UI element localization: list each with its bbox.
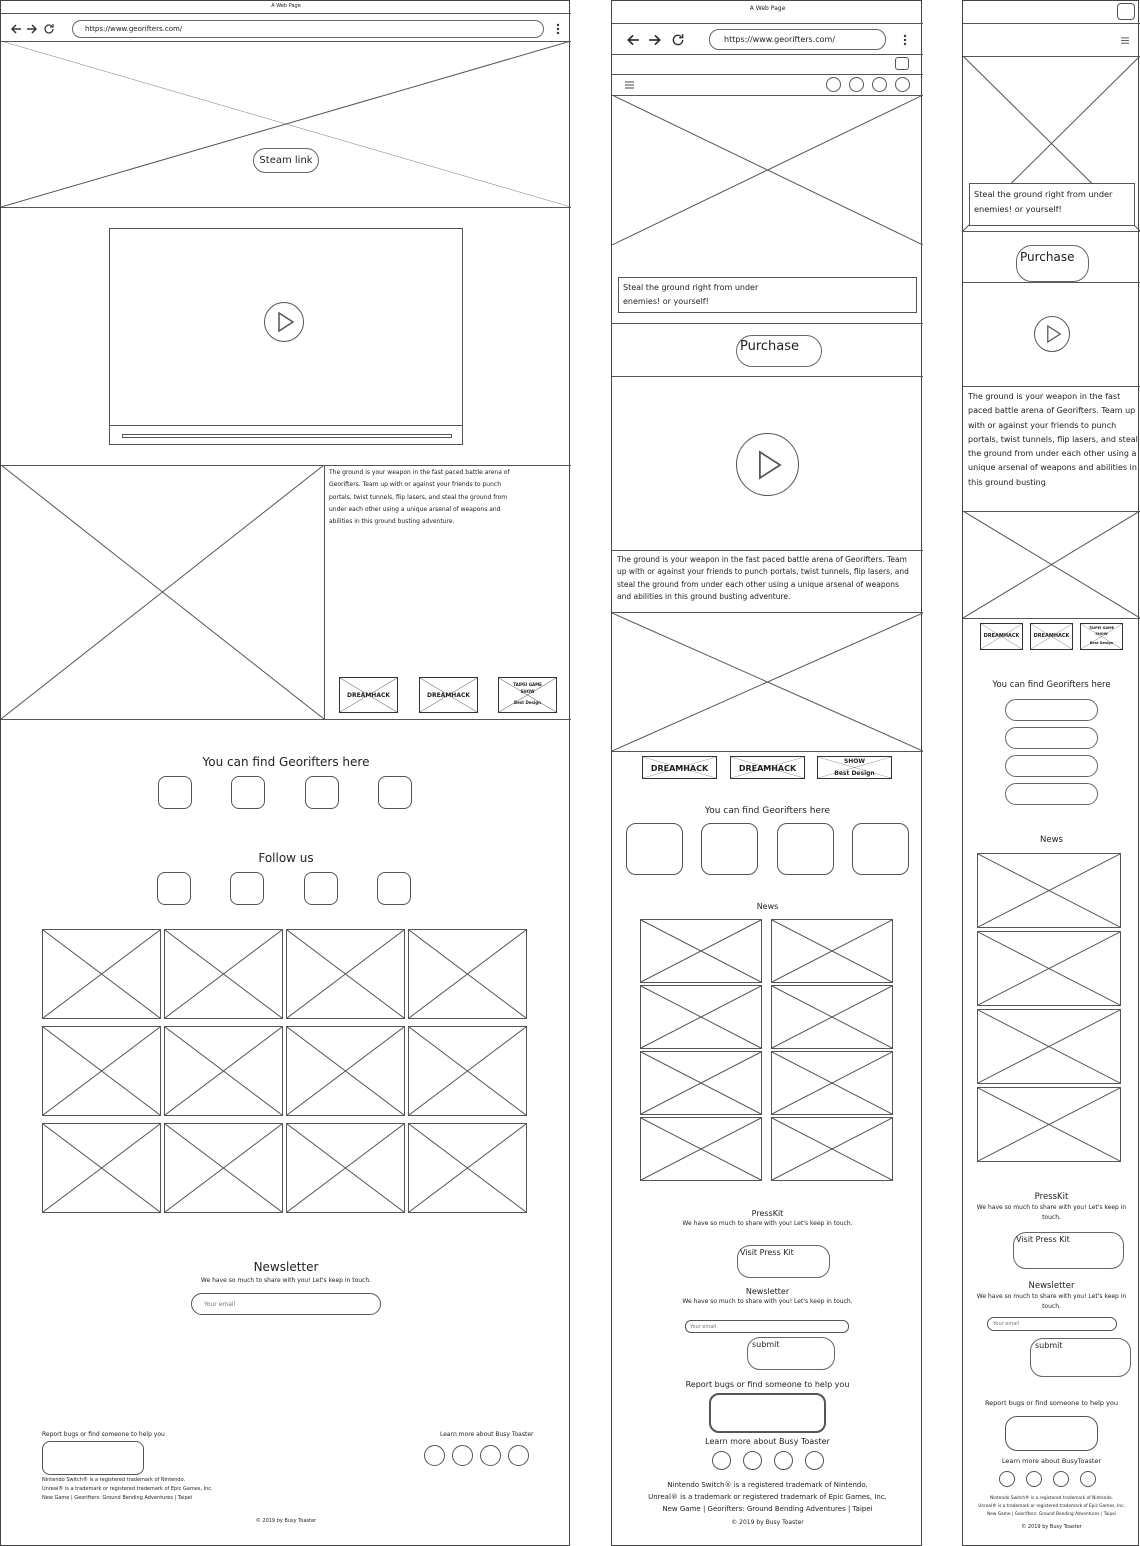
mobile-wireframe (962, 0, 1139, 1546)
company-link[interactable] (743, 1451, 762, 1470)
legal-line: Nintendo Switch® is a registered trademark of Nintendo. (989, 1496, 1114, 1501)
newsletter-heading: Newsletter (1028, 1281, 1075, 1291)
purchase-button[interactable]: Purchase (1016, 245, 1089, 282)
gameplay-image-placeholder (612, 613, 923, 752)
follow-us-heading: Follow us (258, 851, 314, 865)
store-link[interactable] (1005, 783, 1098, 805)
play-icon[interactable] (264, 302, 304, 342)
badge-label: DREAMHACK (983, 633, 1020, 639)
dreamhack-badge (339, 677, 398, 713)
news-heading: News (1040, 835, 1063, 845)
email-input[interactable] (685, 1320, 849, 1333)
store-link[interactable] (1005, 727, 1098, 749)
tagline-box (618, 277, 917, 313)
legal-line: New Game | Georifters: Ground Bending Adventures | Taipei (662, 1505, 873, 1513)
company-link[interactable] (999, 1471, 1015, 1487)
badge-label: DREAMHACK (426, 692, 471, 699)
learn-more-label: Learn more about Busy Toaster (705, 1437, 830, 1446)
arrow-right-icon[interactable] (26, 23, 38, 35)
url-text: https://www.georifters.com/ (85, 25, 183, 33)
gallery-image-placeholder[interactable] (408, 1123, 527, 1213)
gallery-image-placeholder[interactable] (164, 1026, 283, 1116)
badge-label: DREAMHACK (650, 764, 709, 773)
game-description: The ground is your weapon in the fast paced battle arena of Georifters. Team up with or against your friends to punch portals, twist tunnels, flip lasers, and steal the ground from under each other using a unique arsenal of weapons and abilities in this ground busting adventure. (617, 555, 909, 601)
news-image-placeholder[interactable] (977, 1009, 1121, 1084)
dreamhack-badge (1030, 623, 1073, 650)
presskit-heading: PressKit (751, 1209, 784, 1218)
social-link[interactable] (230, 872, 264, 905)
legal-line: New Game | Georifters: Ground Bending Adventures | Taipei (986, 1512, 1117, 1517)
submit-button[interactable]: submit (1030, 1338, 1131, 1377)
email-input[interactable] (987, 1317, 1117, 1331)
visit-presskit-button[interactable]: Visit Press Kit (1013, 1232, 1124, 1269)
company-link[interactable] (805, 1451, 824, 1470)
news-image-placeholder[interactable] (771, 1117, 893, 1181)
badge-label: DREAMHACK (346, 692, 391, 699)
store-link[interactable] (852, 823, 909, 875)
legal-line: Nintendo Switch® is a registered trademark of Nintendo. (667, 1481, 868, 1489)
hamburger-icon[interactable] (1121, 37, 1129, 44)
gameplay-image-placeholder (963, 511, 1140, 619)
reload-icon[interactable] (43, 23, 55, 35)
company-link[interactable] (774, 1451, 793, 1470)
email-input[interactable] (191, 1293, 381, 1315)
game-description: The ground is your weapon in the fast paced battle arena of Georifters. Team up with or against your friends to punch portals, twist tunnels, flip lasers, and steal the ground from under each other using a unique arsenal of weapons and abilities in this ground busting (968, 392, 1138, 487)
dreamhack-badge (642, 756, 717, 779)
gallery-image-placeholder[interactable] (408, 1026, 527, 1116)
legal-line: Unreal® is a trademark or registered trademark of Epic Games, Inc. (648, 1493, 887, 1501)
legal-line: Nintendo Switch® is a registered trademark of Nintendo. (42, 1477, 186, 1483)
news-image-placeholder[interactable] (977, 931, 1121, 1006)
visit-presskit-button[interactable]: Visit Press Kit (737, 1245, 830, 1278)
social-link[interactable] (377, 872, 411, 905)
newsletter-subtext: We have so much to share with you! Let's keep in touch. (682, 1298, 853, 1305)
copyright: © 2019 by Busy Toaster (731, 1519, 804, 1526)
news-image-placeholder[interactable] (640, 919, 762, 983)
newsletter-subtext: We have so much to share with you! Let's keep in touch. (976, 1293, 1127, 1310)
hamburger-icon[interactable] (625, 81, 634, 89)
nav-circle[interactable] (895, 77, 910, 92)
gallery-image-placeholder[interactable] (286, 1026, 405, 1116)
badge-label: Best Design (514, 700, 541, 705)
badge-label: SHOW (843, 758, 866, 765)
news-image-placeholder[interactable] (771, 985, 893, 1049)
extension-button[interactable] (1117, 3, 1135, 20)
steam-link-button[interactable]: Steam link (253, 148, 319, 173)
game-description: The ground is your weapon in the fast paced battle arena of Georifters. Team up with or against your friends to punch portals, twist tunnels, flip lasers, and steal the ground from under each other using a unique arsenal of weapons and abilities in this ground busting adventure. (329, 469, 510, 526)
tagline-box (969, 183, 1135, 226)
gameplay-image-placeholder (1, 465, 325, 719)
store-link[interactable] (158, 776, 192, 809)
social-link[interactable] (157, 872, 191, 905)
company-link[interactable] (1080, 1471, 1096, 1487)
report-bugs-label: Report bugs or find someone to help you (685, 1380, 850, 1389)
find-georifters-heading: You can find Georifters here (202, 755, 370, 769)
taipei-game-show-badge (498, 677, 557, 713)
news-image-placeholder[interactable] (977, 1087, 1121, 1162)
company-link[interactable] (480, 1445, 501, 1466)
video-player[interactable] (109, 228, 463, 445)
badge-label: DREAMHACK (738, 764, 797, 773)
news-image-placeholder[interactable] (977, 853, 1121, 928)
badge-label: DREAMHACK (1033, 633, 1070, 639)
newsletter-heading: Newsletter (253, 1260, 319, 1274)
tablet-wireframe (611, 0, 922, 1546)
badge-label: SHOW (1095, 632, 1108, 636)
url-text: https://www.georifters.com/ (724, 35, 836, 44)
legal-line: Unreal® is a trademark or registered trademark of Epic Games, Inc. (978, 1504, 1125, 1509)
extension-button[interactable] (895, 57, 909, 70)
gallery-image-placeholder[interactable] (408, 929, 527, 1019)
presskit-subtext: We have so much to share with you! Let's keep in touch. (976, 1204, 1127, 1221)
address-bar[interactable] (709, 29, 886, 50)
address-bar[interactable] (72, 20, 544, 38)
find-georifters-heading: You can find Georifters here (704, 806, 831, 816)
newsletter-heading: Newsletter (745, 1287, 790, 1296)
taipei-game-show-badge (817, 756, 892, 779)
badge-label: TAIPEI GAME (1088, 626, 1115, 630)
dreamhack-badge (419, 677, 478, 713)
window-title: A Web Page (271, 3, 301, 9)
video-progress-bar[interactable] (122, 434, 452, 438)
purchase-button[interactable]: Purchase (736, 335, 822, 367)
report-bugs-label: Report bugs or find someone to help you (42, 1431, 165, 1438)
hero-image-placeholder (612, 95, 923, 245)
kebab-menu-icon[interactable] (555, 23, 561, 35)
play-icon[interactable] (736, 433, 799, 496)
news-image-placeholder[interactable] (640, 985, 762, 1049)
dreamhack-badge (730, 756, 805, 779)
tagline-text: Steal the ground right from under enemies! or yourself! (623, 283, 759, 306)
store-link[interactable] (305, 776, 339, 809)
play-icon[interactable] (1034, 316, 1070, 352)
store-link[interactable] (701, 823, 758, 875)
store-link[interactable] (626, 823, 683, 875)
gallery-image-placeholder[interactable] (286, 1123, 405, 1213)
badge-label: SHOW (520, 689, 535, 694)
company-link[interactable] (452, 1445, 473, 1466)
tagline-text: Steal the ground right from under enemies! or yourself! (974, 189, 1113, 214)
nav-circle[interactable] (872, 77, 887, 92)
badge-label: TAIPEI GAME (513, 682, 542, 687)
presskit-subtext: We have so much to share with you! Let's keep in touch. (682, 1220, 853, 1227)
presskit-heading: PressKit (1034, 1192, 1069, 1202)
learn-more-label: Learn more about BusyToaster (1001, 1457, 1102, 1465)
newsletter-subtext: We have so much to share with you! Let's keep in touch. (200, 1277, 372, 1284)
learn-more-label: Learn more about Busy Toaster (440, 1431, 534, 1438)
badge-label: Best Design (1089, 641, 1114, 645)
support-button[interactable] (42, 1441, 144, 1475)
legal-line: New Game | Georifters: Ground Bending Adventures | Taipei (42, 1495, 193, 1501)
arrow-left-icon[interactable] (626, 33, 640, 47)
report-bugs-label: Report bugs or find someone to help you (984, 1399, 1119, 1407)
nav-circle[interactable] (849, 77, 864, 92)
gallery-image-placeholder[interactable] (286, 929, 405, 1019)
company-link[interactable] (1053, 1471, 1069, 1487)
company-link[interactable] (424, 1445, 445, 1466)
store-link[interactable] (378, 776, 412, 809)
store-link[interactable] (1005, 755, 1098, 777)
dreamhack-badge (980, 623, 1023, 650)
gallery-image-placeholder[interactable] (164, 929, 283, 1019)
news-image-placeholder[interactable] (640, 1051, 762, 1115)
social-link[interactable] (304, 872, 338, 905)
gallery-image-placeholder[interactable] (42, 1123, 161, 1213)
reload-icon[interactable] (671, 33, 685, 47)
store-link[interactable] (231, 776, 265, 809)
kebab-menu-icon[interactable] (902, 33, 908, 47)
gallery-image-placeholder[interactable] (164, 1123, 283, 1213)
hero-image-placeholder (1, 41, 571, 207)
company-link[interactable] (508, 1445, 529, 1466)
arrow-right-icon[interactable] (648, 33, 662, 47)
news-image-placeholder[interactable] (771, 1051, 893, 1115)
find-georifters-heading: You can find Georifters here (992, 680, 1111, 690)
support-button[interactable] (1005, 1416, 1098, 1451)
window-title: A Web Page (749, 5, 786, 12)
legal-line: Unreal® is a trademark or registered trademark of Epic Games, Inc. (42, 1486, 213, 1492)
copyright: © 2019 by Busy Toaster (255, 1518, 317, 1524)
news-image-placeholder[interactable] (640, 1117, 762, 1181)
badge-label: Best Design (834, 770, 875, 777)
news-heading: News (756, 902, 779, 911)
store-link[interactable] (1005, 699, 1098, 721)
taipei-game-show-badge (1080, 623, 1123, 650)
arrow-left-icon[interactable] (10, 23, 22, 35)
copyright: © 2019 by Busy Toaster (1021, 1524, 1082, 1530)
submit-button[interactable]: submit (747, 1337, 835, 1370)
support-button[interactable] (709, 1393, 826, 1433)
store-link[interactable] (777, 823, 834, 875)
company-link[interactable] (1026, 1471, 1042, 1487)
gallery-image-placeholder[interactable] (42, 1026, 161, 1116)
company-link[interactable] (712, 1451, 731, 1470)
nav-circle[interactable] (826, 77, 841, 92)
gallery-image-placeholder[interactable] (42, 929, 161, 1019)
news-image-placeholder[interactable] (771, 919, 893, 983)
